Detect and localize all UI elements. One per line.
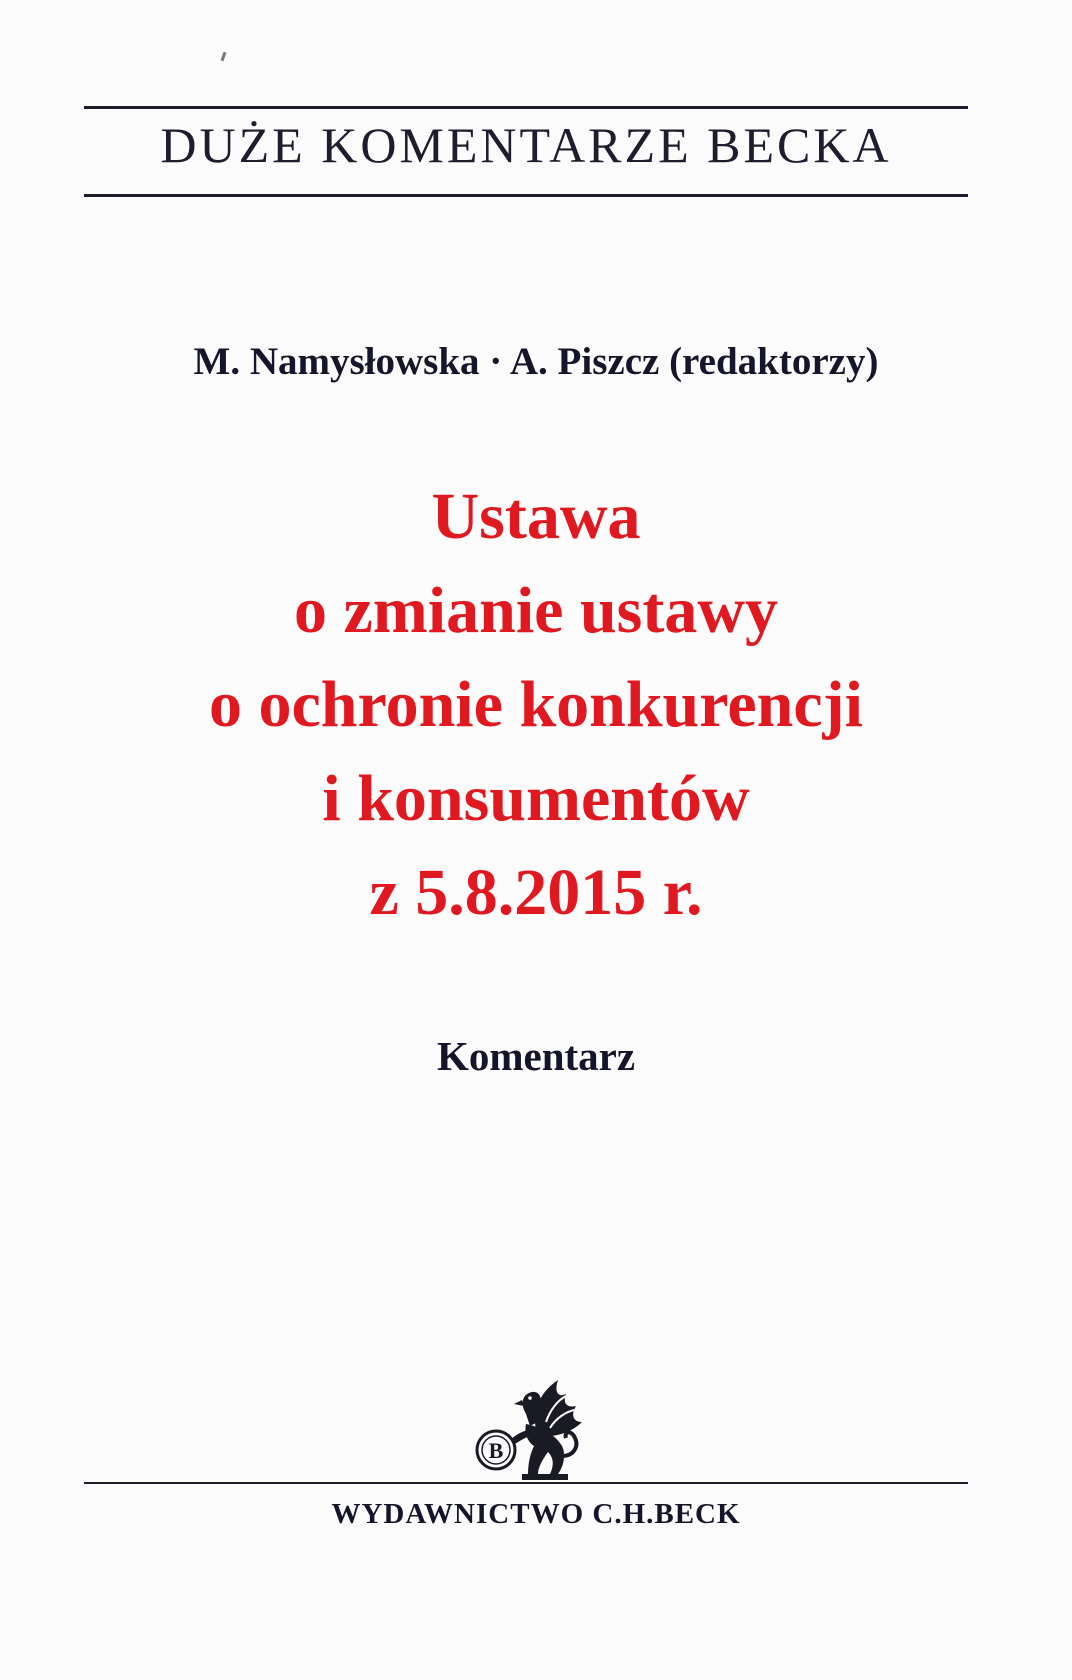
top-rule-upper [84, 106, 968, 109]
scan-speck [221, 52, 227, 61]
title-line: o ochronie konkurencji [209, 668, 863, 741]
bottom-rule [84, 1482, 968, 1484]
authors-line: M. Namysłowska · A. Piszcz (redaktorzy) [193, 340, 879, 383]
griffin-seal-icon [466, 1370, 598, 1488]
seal-letter: B [488, 1438, 504, 1463]
series-title: DUŻE KOMENTARZE BECKA [160, 117, 892, 173]
title-line: Ustawa [431, 480, 641, 553]
title-line: z 5.8.2015 r. [369, 856, 703, 929]
title-line: i konsumentów [322, 762, 750, 835]
title-line: o zmianie ustawy [294, 574, 778, 647]
book-title [0, 470, 1072, 940]
publisher-name: WYDAWNICTWO C.H.BECK [331, 1498, 741, 1530]
top-rule-lower [84, 194, 968, 197]
subtitle: Komentarz [436, 1033, 636, 1079]
